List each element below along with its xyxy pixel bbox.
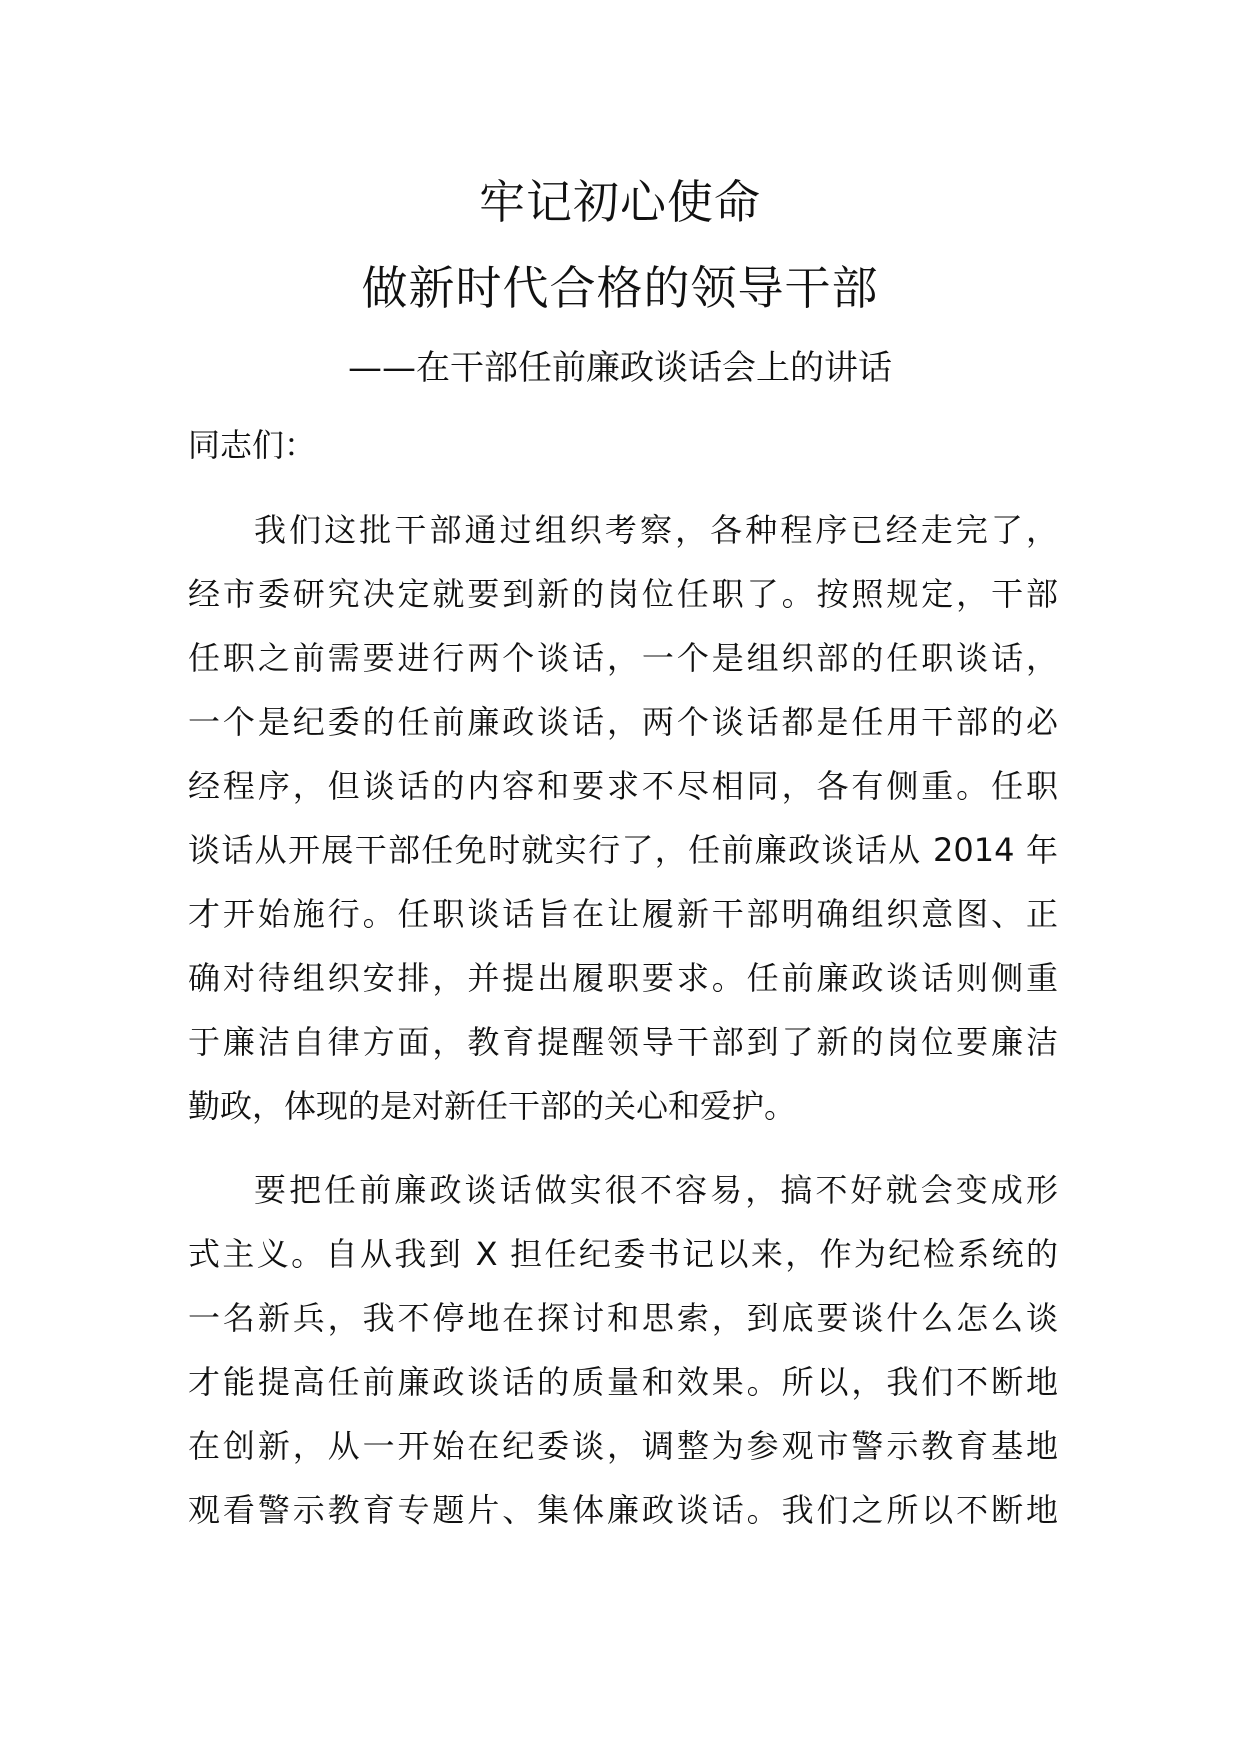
paragraph-line: 要把任前廉政谈话做实很不容易，搞不好就会变成形 (254, 1171, 1058, 1209)
paragraph-line: 我们这批干部通过组织考察，各种程序已经走完了， (254, 511, 1058, 549)
paragraph-line: 在创新，从一开始在纪委谈，调整为参观市警示教育基地 (188, 1427, 1058, 1465)
paragraph-line: 才能提高任前廉政谈话的质量和效果。所以，我们不断地 (188, 1363, 1058, 1401)
paragraph-line: 任职之前需要进行两个谈话，一个是组织部的任职谈话， (188, 639, 1058, 677)
paragraph-line: 经市委研究决定就要到新的岗位任职了。按照规定，干部 (188, 575, 1058, 613)
title-line-1: 牢记初心使命 (479, 175, 761, 229)
paragraph-line: 一个是纪委的任前廉政谈话，两个谈话都是任用干部的必 (188, 703, 1058, 741)
paragraph-line: 勤政，体现的是对新任干部的关心和爱护。 (188, 1087, 797, 1125)
salutation: 同志们： (188, 426, 317, 464)
paragraph-line: 谈话从开展干部任免时就实行了，任前廉政谈话从 2014 年 (188, 831, 1058, 869)
paragraph-line: 确对待组织安排，并提出履职要求。任前廉政谈话则侧重 (188, 959, 1058, 997)
title-line-2: 做新时代合格的领导干部 (361, 261, 879, 315)
paragraph-line: 才开始施行。任职谈话旨在让履新干部明确组织意图、正 (188, 895, 1058, 933)
paragraph-line: 经程序，但谈话的内容和要求不尽相同，各有侧重。任职 (188, 767, 1058, 805)
paragraph-2 (188, 1158, 1058, 1542)
paragraph-line: 观看警示教育专题片、集体廉政谈话。我们之所以不断地 (188, 1491, 1058, 1529)
subtitle: ——在干部任前廉政谈话会上的讲话 (348, 348, 892, 388)
paragraph-line: 于廉洁自律方面，教育提醒领导干部到了新的岗位要廉洁 (188, 1023, 1058, 1061)
paragraph-line: 一名新兵，我不停地在探讨和思索，到底要谈什么怎么谈 (188, 1299, 1058, 1337)
paragraph-1 (188, 498, 1058, 1138)
paragraph-line: 式主义。自从我到 X 担任纪委书记以来，作为纪检系统的 (188, 1235, 1058, 1273)
